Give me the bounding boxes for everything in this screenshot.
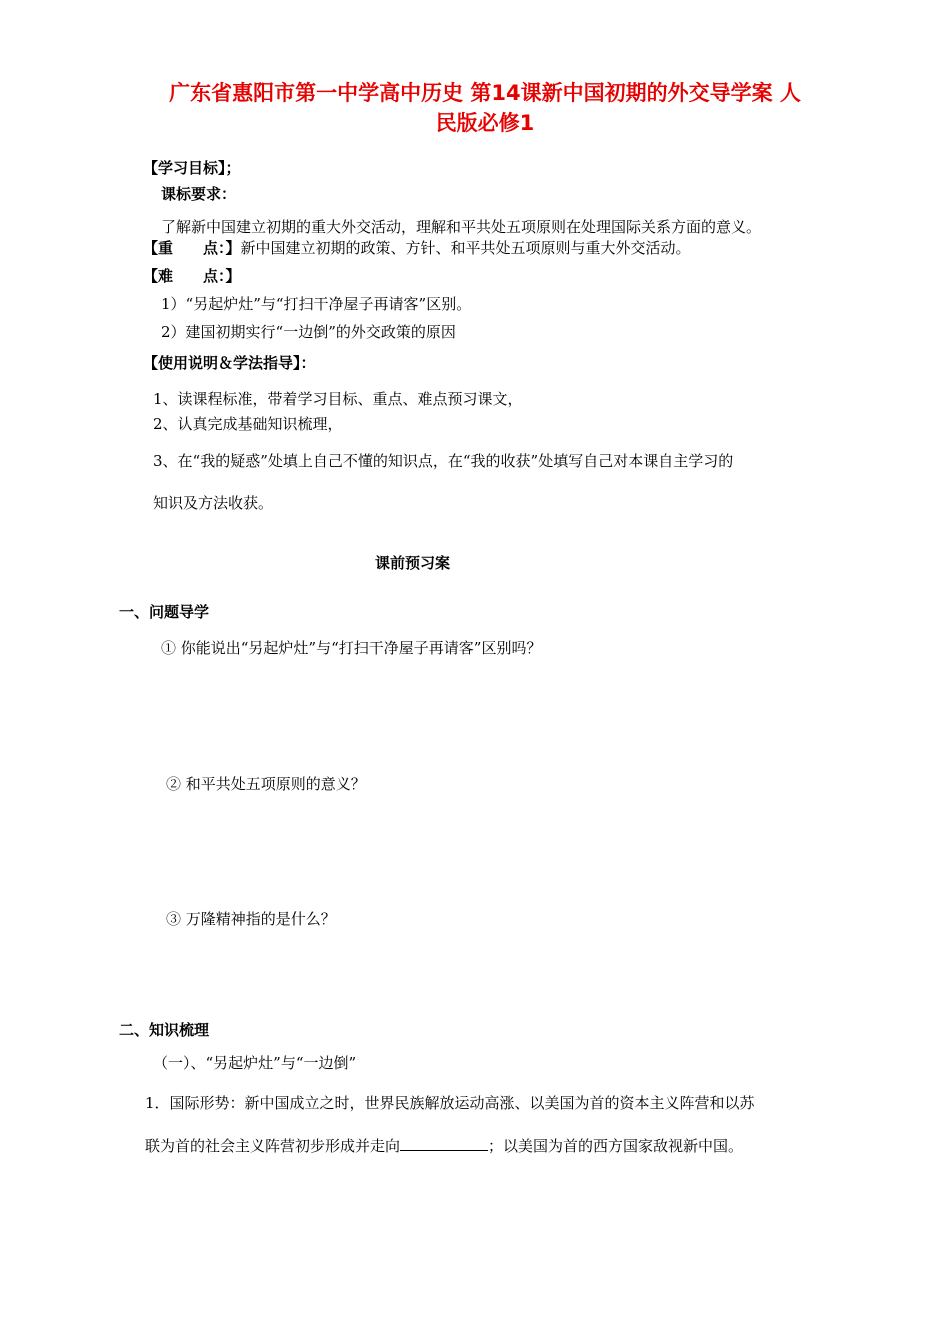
title-line-1: 广东省惠阳市第一中学高中历史 第14课新中国初期的外交导学案 人 [169,81,801,105]
fill-in-blank[interactable] [400,1136,488,1151]
section-2-heading: 二、知识梳理 [119,1021,210,1039]
standard-text: 了解新中国建立初期的重大外交活动，理解和平共处五项原则在处理国际关系方面的意义。 [161,218,762,236]
instruction-item-3: 3、在“我的疑惑”处填上自己不懂的知识点，在“我的收获”处填写自己对本课自主学习的 [153,452,734,470]
item-1-text-before-blank: 联为首的社会主义阵营初步形成并走向 [145,1137,401,1155]
difficult-points-label: 【难 点：】 [143,267,241,285]
instruction-item-4: 知识及方法收获。 [153,494,274,512]
section-1-heading: 一、问题导学 [119,603,210,621]
item-1-text-after-blank: ；以美国为首的西方国家敌视新中国。 [488,1137,744,1155]
knowledge-item-1-line-2 [145,1136,743,1156]
document-title [100,78,870,138]
question-1: ① 你能说出“另起炉灶”与“打扫干净屋子再请客”区别吗？ [161,639,542,657]
title-line-2: 民版必修1 [435,111,535,135]
preview-heading: 课前预习案 [375,554,451,572]
difficult-item-1: 1）“另起炉灶”与“打扫干净屋子再请客”区别。 [161,295,472,313]
objectives-heading: 【学习目标】； [143,159,241,177]
difficult-item-2: 2）建国初期实行“一边倒”的外交政策的原因 [161,323,456,341]
instruction-item-1: 1、读课程标准，带着学习目标、重点、难点预习课文， [153,390,523,408]
question-2: ② 和平共处五项原则的意义？ [166,775,366,793]
knowledge-item-1-line-1: 1．国际形势：新中国成立之时，世界民族解放运动高涨、以美国为首的资本主义阵营和以苏 [145,1094,755,1112]
standard-label: 课标要求： [161,185,237,203]
instruction-item-2: 2、认真完成基础知识梳理， [153,415,343,433]
key-points-text: 新中国建立初期的政策、方针、和平共处五项原则与重大外交活动。 [240,239,691,257]
key-points-label: 【重 点：】 [143,239,241,257]
instructions-heading: 【使用说明＆学法指导】： [143,354,316,372]
question-3: ③ 万隆精神指的是什么？ [166,910,336,928]
key-points [143,238,691,258]
subsection-1-heading: （一）、“另起炉灶”与“一边倒” [153,1054,357,1072]
